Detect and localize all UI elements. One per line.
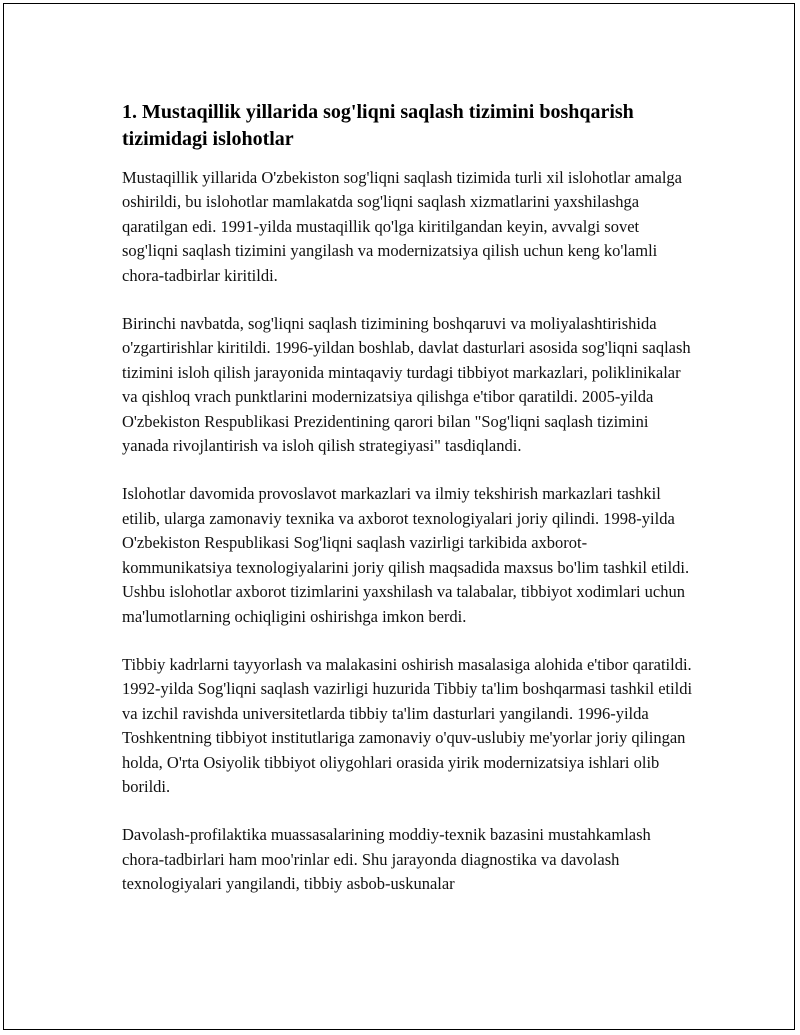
- paragraph-2: Birinchi navbatda, sog'liqni saqlash tizimining boshqaruvi va moliyalashtirishida o'zgartirishlar kiritildi. 1996-yildan boshlab, davlat dasturlari asosida sog'liqni saqlash tizimini isloh qilish jarayonida mintaqaviy turdagi tibbiyot markazlari, poliklinikalar va qishloq vrach punktlarini modernizatsiya qilishga e'tibor qaratildi. 2005-yilda O'zbekiston Respublikasi Prezidentining qarori bilan "Sog'liqni saqlash tizimini yanada rivojlantirish va isloh qilish strategiyasi" tasdiqlandi.: [122, 314, 691, 456]
- paragraph-5: Davolash-profilaktika muassasalarining moddiy-texnik bazasini mustahkamlash chora-tadbirlari ham moo'rinlar edi. Shu jarayonda diagnostika va davolash texnologiyalari yangilandi, tibbiy asbob-uskunalar: [122, 825, 651, 894]
- section-heading: 1. Mustaqillik yillarida sog'liqni saqlash tizimini boshqarish tizimidagi islohotlar: [122, 101, 634, 150]
- paragraph-4: Tibbiy kadrlarni tayyorlash va malakasini oshirish masalasiga alohida e'tibor qaratildi. 1992-yilda Sog'liqni saqlash vazirligi huzurida Tibbiy ta'lim boshqarmasi tashkil etildi va izchil ravishda universitetlarda tibbiy ta'lim dasturlari yangilandi. 1996-yilda Toshkentning tibbiyot institutlariga zamonaviy o'quv-uslubiy me'yorlar joriy qilingan holda, O'rta Osiyolik tibbiyot oliygohlari orasida yirik modernizatsiya ishlari olib borildi.: [122, 654, 693, 796]
- paragraph-1: Mustaqillik yillarida O'zbekiston sog'liqni saqlash tizimida turli xil islohotlar amalga oshirildi, bu islohotlar mamlakatda sog'liqni saqlash xizmatlarini yaxshilashga qaratilgan edi. 1991-yilda mustaqillik qo'lga kiritilgandan keyin, avvalgi sovet sog'liqni saqlash tizimini yangilash va modernizatsiya qilish uchun keng ko'lamli chora-tadbirlar kiritildi.: [122, 168, 682, 285]
- document-body: [122, 99, 694, 921]
- paragraph-3: Islohotlar davomida provoslavot markazlari va ilmiy tekshirish markazlari tashkil etilib, ularga zamonaviy texnika va axborot texnologiyalari joriy qilindi. 1998-yilda O'zbekiston Respublikasi Sog'liqni saqlash vazirligi tarkibida axborot-kommunikatsiya texnologiyalarini joriy qilish maqsadida maxsus bo'lim tashkil etildi. Ushbu islohotlar axborot tizimlarini yaxshilash va talabalar, tibbiyot xodimlari uchun ma'lumotlarning ochiqligini oshirishga imkon berdi.: [122, 484, 690, 626]
- page-frame: [3, 3, 795, 1030]
